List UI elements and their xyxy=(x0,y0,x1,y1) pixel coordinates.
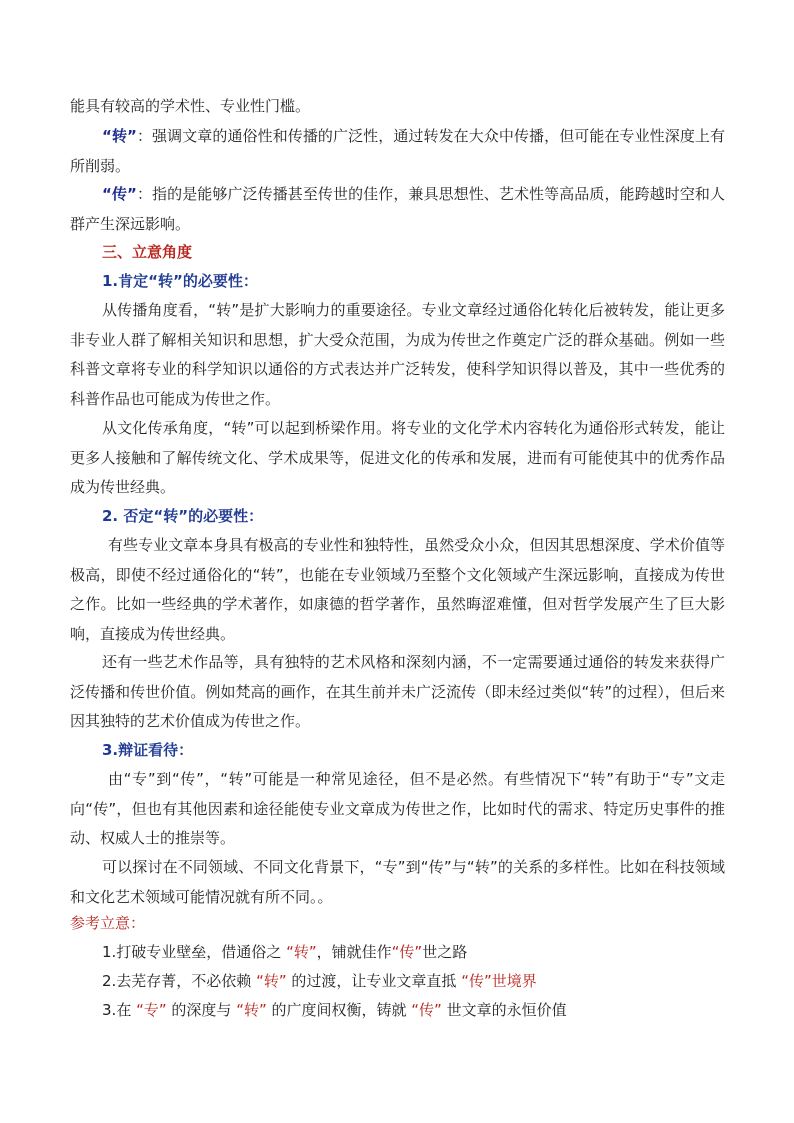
term-zhuan: “转” xyxy=(102,127,137,145)
zhuan-definition-text: ：强调文章的通俗性和传播的广泛性，通过转发在大众中传播，但可能在专业性深度上有所削弱。 xyxy=(70,127,726,175)
reference-item-1: 1.打破专业壁垒，借通俗之 “转”，铺就佳作“传”世之路 xyxy=(102,943,468,961)
term-chuan: “传” xyxy=(102,185,137,203)
section-title-angle: 三、立意角度 xyxy=(102,243,193,261)
paragraph-intro-tail: 能具有较高的学术性、专业性门槛。 xyxy=(70,97,311,115)
heading-affirm-zhuan: 1.肯定“转”的必要性： xyxy=(102,272,258,290)
paragraph-chuan-definition xyxy=(70,180,725,239)
reference-title: 参考立意： xyxy=(70,914,146,932)
chuan-definition-text: ：指的是能够广泛传播甚至传世的佳作，兼具思想性、艺术性等高品质，能跨越时空和人群产生深远影响。 xyxy=(70,185,726,233)
paragraph-negate-1: 有些专业文章本身具有极高的专业性和独特性，虽然受众小众，但因其思想深度、学术价值等极高，即使不经过通俗化的“转”，也能在专业领域乃至整个文化领域产生深远影响，直接成为传世之作。比如一些经典的学术著作，如康德的哲学著作，虽然晦涩难懂，但对哲学发展产生了巨大影响，直接成为传世经典。 xyxy=(70,536,725,643)
paragraph-zhuan-definition xyxy=(70,122,725,181)
reference-item-3: 3.在 “专” 的深度与 “转” 的广度间权衡，铸就 “传” 世文章的永恒价值 xyxy=(102,1001,567,1019)
paragraph-dialectical-2: 可以探讨在不同领域、不同文化背景下，“专”到“传”与“转”的关系的多样性。比如在科技领域和文化艺术领域可能情况就有所不同。。 xyxy=(70,858,725,906)
heading-dialectical: 3.辩证看待： xyxy=(102,741,194,759)
reference-item-2: 2.去芜存菁，不必依赖 “转” 的过渡，让专业文章直抵 “传”世境界 xyxy=(102,972,537,990)
paragraph-affirm-1: 从传播角度看，“转”是扩大影响力的重要途径。专业文章经过通俗化转化后被转发，能让更多非专业人群了解相关知识和思想，扩大受众范围，为成为传世之作奠定广泛的群众基础。例如一些科普文章将专业的科学知识以通俗的方式表达并广泛转发，使科学知识得以普及，其中一些优秀的科普作品也可能成为传世之作。 xyxy=(70,301,725,408)
paragraph-negate-2: 还有一些艺术作品等，具有独特的艺术风格和深刻内涵，不一定需要通过通俗的转发来获得广泛传播和传世价值。例如梵高的画作，在其生前并未广泛流传（即未经过类似“转”的过程），但后来因其独特的艺术价值成为传世之作。 xyxy=(70,653,725,730)
paragraph-affirm-2: 从文化传承角度，“转”可以起到桥梁作用。将专业的文化学术内容转化为通俗形式转发，能让更多人接触和了解传统文化、学术成果等，促进文化的传承和发展，进而有可能使其中的优秀作品成为传世经典。 xyxy=(70,419,725,496)
heading-negate-zhuan: 2. 否定“转”的必要性： xyxy=(102,507,264,525)
paragraph-dialectical-1: 由“专”到“传”，“转”可能是一种常见途径，但不是必然。有些情况下“转”有助于“专”文走向“传”，但也有其他因素和途径能使专业文章成为传世之作，比如时代的需求、特定历史事件的推动、权威人士的推崇等。 xyxy=(70,770,725,847)
